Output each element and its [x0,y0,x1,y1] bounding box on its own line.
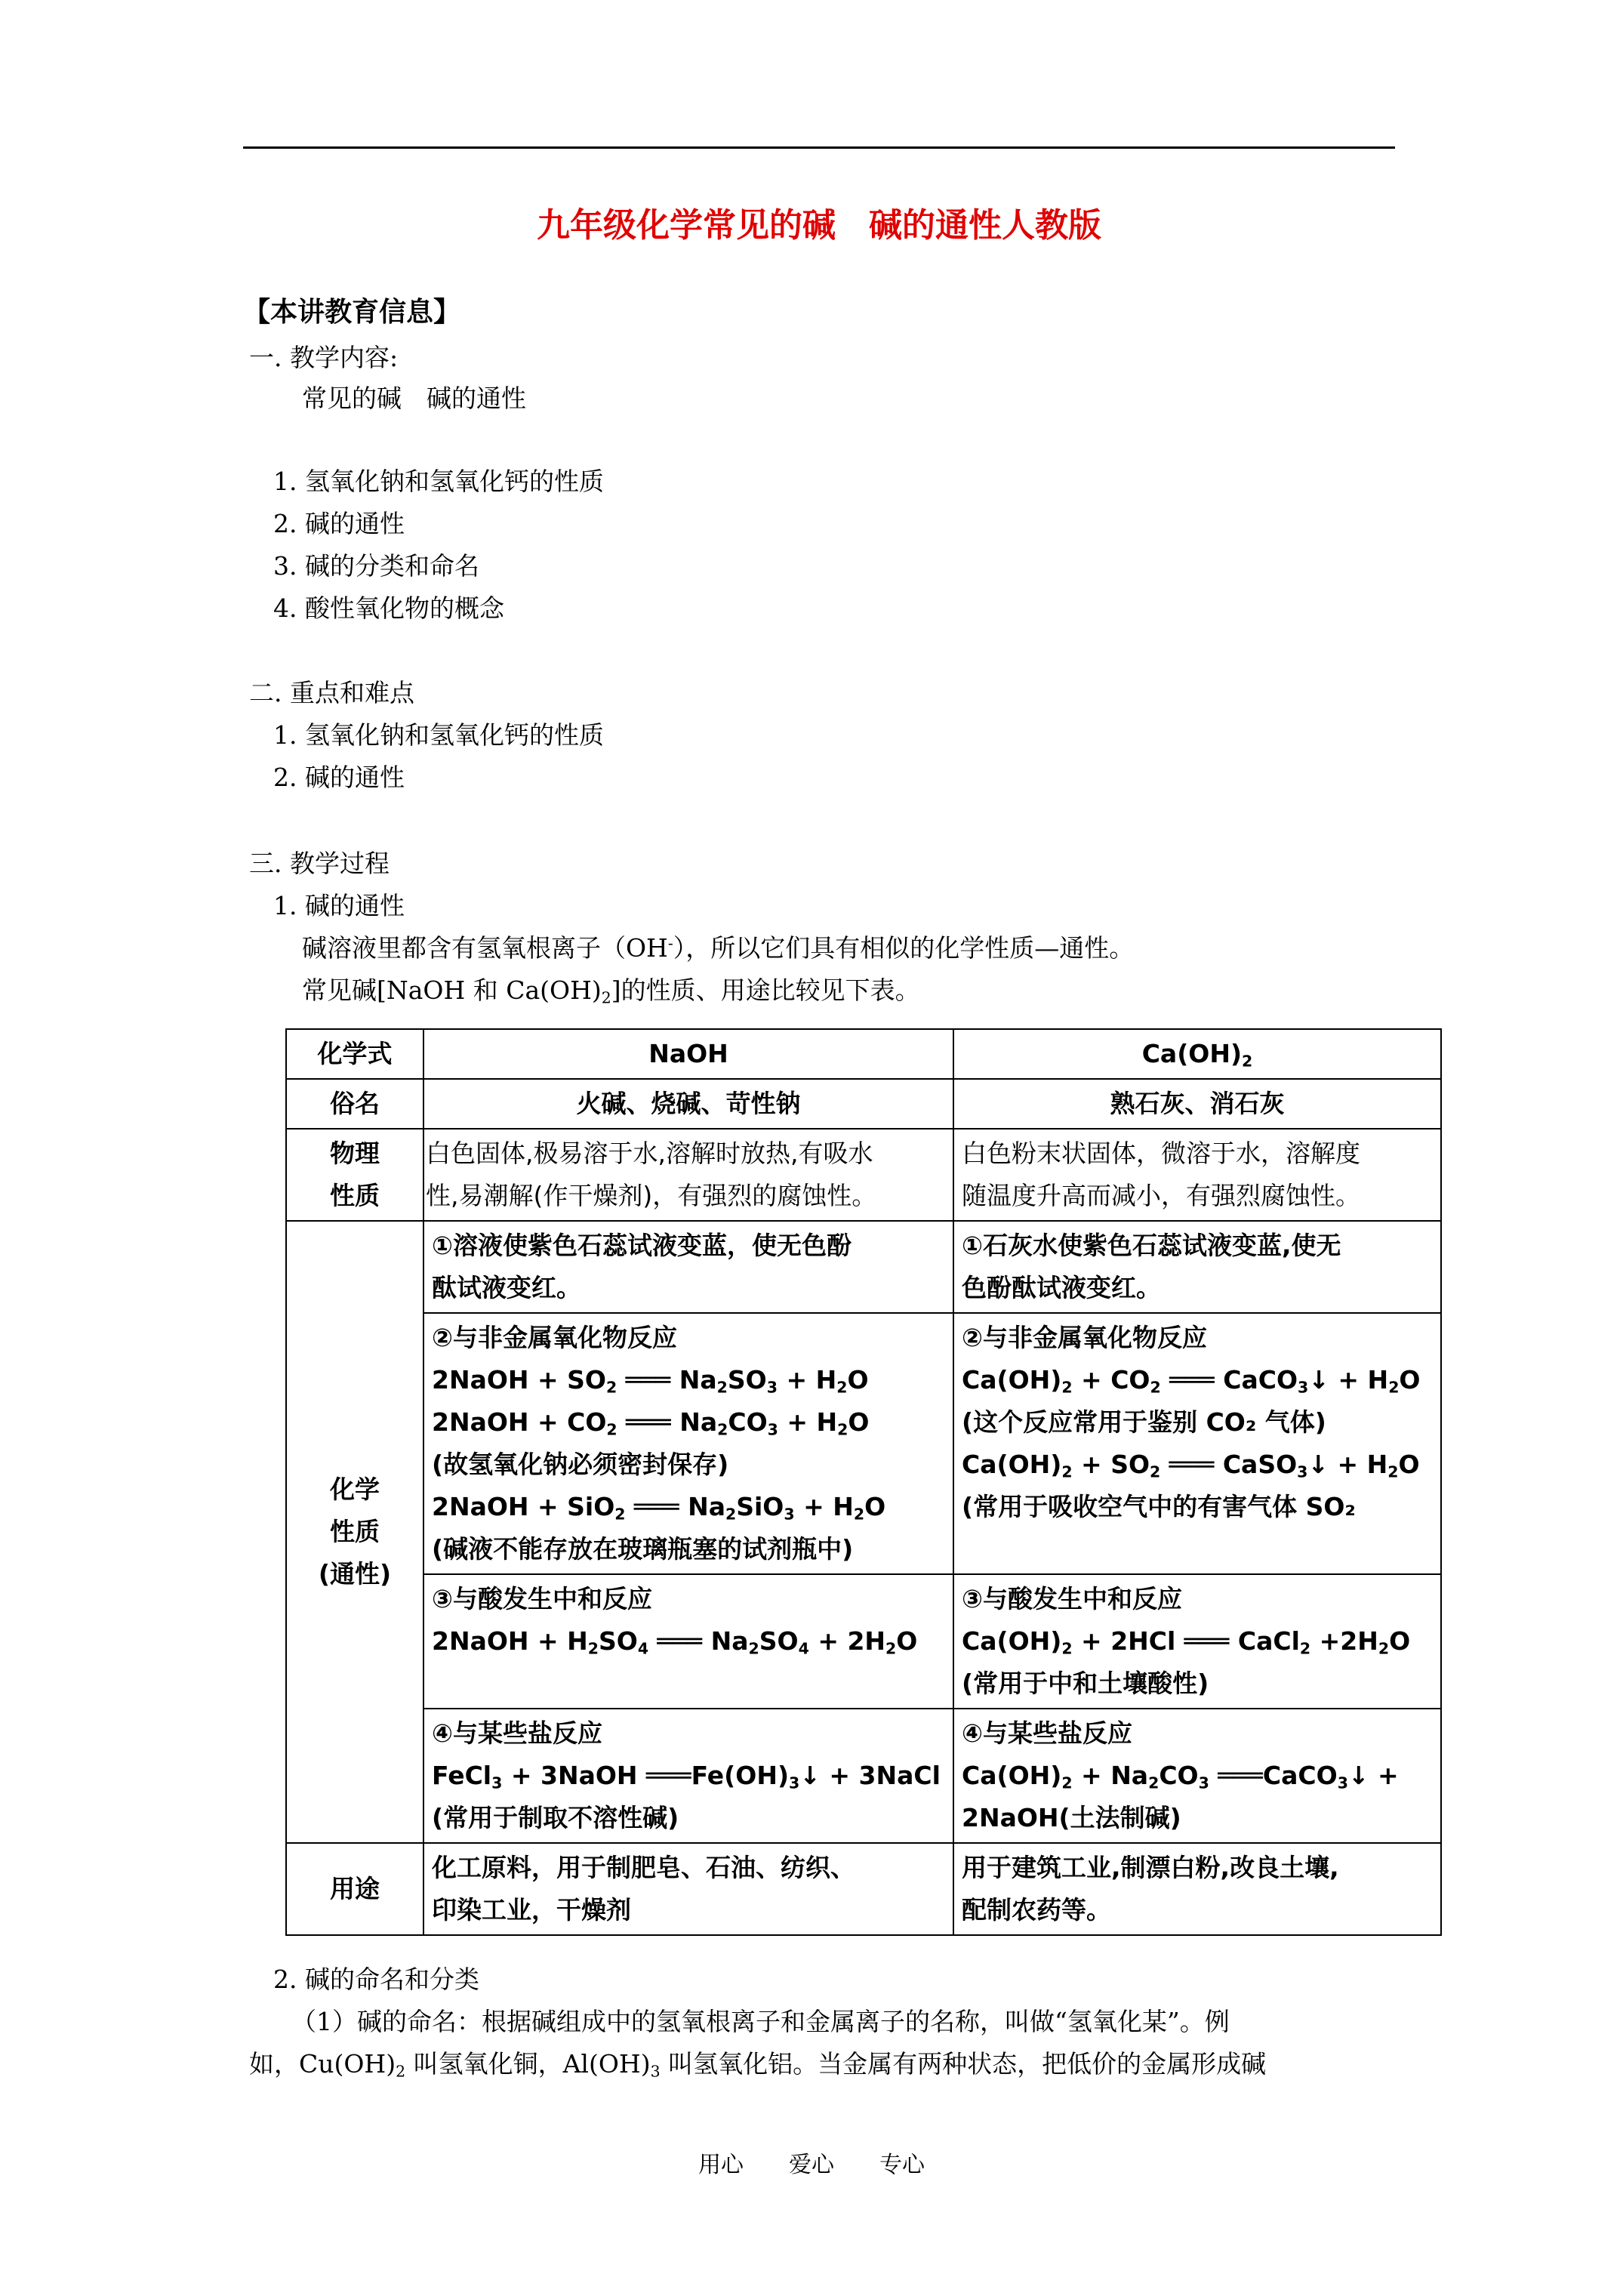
caoh-formula: $Ca(OH)_2$ [953,1029,1441,1079]
table-row [286,1129,1441,1221]
page-footer: 用心 爱心 专心 [698,2152,925,2178]
naoh-physical-properties: 白色固体,极易溶于水,溶解时放热,有吸水 性,易潮解(作干燥剂)，有强烈的腐蚀性。 [423,1129,953,1221]
naoh-chem-salt: ④与某些盐反应 FeCl$_3$ + 3NaOH $═══Fe(OH)_3↓$ + 3NaCl (常用于制取不溶性碱) [423,1709,953,1843]
naming-paragraph-line-1: （1）碱的命名：根据碱组成中的氢氧根离子和金属离子的名称，叫做“氢氧化某”。例 [291,2007,1230,2036]
header-formula: 化学式 [286,1029,423,1079]
caoh-uses: 用于建筑工业,制漂白粉,改良土壤, 配制农药等。 [953,1843,1441,1935]
caoh-chem-neutralization: ③与酸发生中和反应 $Ca(OH)_2 + 2HCl$ ═══ CaCl$_2$ $+2H_2O$ (常用于中和土壤酸性) [953,1574,1441,1709]
equation: $Ca(OH)_2 + 2HCl$ ═══ CaCl$_2$ $+2H_2O$ [962,1626,1411,1658]
part3-paragraph-2: 常见碱[NaOH 和 $Ca(OH)_2$]的性质、用途比较见下表。 [302,975,920,1007]
caoh-common-name: 熟石灰、消石灰 [953,1079,1441,1129]
equation: $Ca(OH)_2 + SO_2$ ═══ CaSO$_3$↓ + $H_2O$ [962,1450,1420,1481]
part4-item-2: 2. 碱的命名和分类 [273,1965,479,1994]
caoh-chem-salt: ④与某些盐反应 $Ca(OH)_2 + Na_2CO_3$ ═══CaCO$_3$↓ + 2NaOH(土法制碱) [953,1709,1441,1843]
naoh-common-name: 火碱、烧碱、苛性钠 [423,1079,953,1129]
part1-item-4: 4. 酸性氧化物的概念 [273,593,504,623]
table-row [286,1313,1441,1574]
equation: $Ca(OH)_2 + Na_2CO_3$ ═══CaCO$_3$↓ + [962,1761,1399,1792]
table-row [286,1221,1441,1313]
naoh-chem-neutralization: ③与酸发生中和反应 2NaOH + $H_2SO_4$ ═══ $Na_2SO_4 + 2H_2O$ [423,1574,953,1709]
table-row [286,1574,1441,1709]
naoh-formula: NaOH [423,1029,953,1079]
caoh-chem-nonmetal-oxide: ②与非金属氧化物反应 $Ca(OH)_2 + CO_2$ ═══ CaCO$_3$↓ + $H_2O$ (这个反应常用于鉴别 CO₂ 气体) $Ca(OH)_2 + SO_2$ ═══ CaSO$_3$↓ + $H_2O$ (常用于吸收空气中的有害气体 SO₂ [953,1313,1441,1574]
section-header: 【本讲教育信息】 [243,297,461,328]
naming-paragraph-line-2: 如，$Cu(OH)_2$ 叫氢氧化铜，$Al(OH)_3$ 叫氢氧化铝。当金属有两种状态，把低价的金属形成碱 [249,2049,1267,2081]
part2-item-2: 2. 碱的通性 [273,763,405,792]
header-rule [243,146,1395,149]
header-physical-properties: 物理 性质 [286,1129,423,1221]
equation: 2NaOH + $CO_2$ ═══ $Na_2CO_3 + H_2O$ [432,1407,870,1439]
header-chemical-properties: 化学 性质 (通性) [286,1221,423,1843]
part3-paragraph-1: 碱溶液里都含有氢氧根离子（OH-），所以它们具有相似的化学性质—通性。 [302,933,1135,963]
part1-item-2: 2. 碱的通性 [273,509,405,538]
part1-heading: 一. 教学内容: [249,343,399,372]
table-row [286,1709,1441,1843]
header-uses: 用途 [286,1843,423,1935]
naoh-uses: 化工原料，用于制肥皂、石油、纺织、 印染工业，干燥剂 [423,1843,953,1935]
part2-heading: 二. 重点和难点 [249,678,414,707]
part1-item-1: 1. 氢氧化钠和氢氧化钙的性质 [273,467,604,496]
caoh-chem-indicator: ①石灰水使紫色石蕊试液变蓝,使无 色酚酞试液变红。 [953,1221,1441,1313]
naoh-chem-indicator: ①溶液使紫色石蕊试液变蓝，使无色酚 酞试液变红。 [423,1221,953,1313]
table-row [286,1079,1441,1129]
part1-subtitle: 常见的碱 碱的通性 [302,384,526,413]
table-row [286,1029,1441,1079]
equation: FeCl$_3$ + 3NaOH $═══Fe(OH)_3↓$ + 3NaCl [432,1761,941,1792]
naoh-chem-nonmetal-oxide: ②与非金属氧化物反应 2NaOH + $SO_2$ ═══ $Na_2SO_3 + H_2O$ 2NaOH + $CO_2$ ═══ $Na_2CO_3 + H_2O$ (故氢氧化钠必须密封保存) 2NaOH + SiO$_2$ ═══ $Na_2SiO_3 + H_2O$ (碱液不能存放在玻璃瓶塞的试剂瓶中) [423,1313,953,1574]
page-title: 九年级化学常见的碱 碱的通性人教版 [537,206,1101,245]
table-row [286,1843,1441,1935]
part1-item-3: 3. 碱的分类和命名 [273,551,479,581]
header-common-name: 俗名 [286,1079,423,1129]
part3-item-1: 1. 碱的通性 [273,891,405,920]
equation: 2NaOH + $H_2SO_4$ ═══ $Na_2SO_4 + 2H_2O$ [432,1626,918,1658]
bases-comparison-table [285,1028,1442,1936]
equation: $Ca(OH)_2 + CO_2$ ═══ CaCO$_3$↓ + $H_2O$ [962,1365,1421,1397]
equation: 2NaOH + SiO$_2$ ═══ $Na_2SiO_3 + H_2O$ [432,1492,886,1524]
part2-item-1: 1. 氢氧化钠和氢氧化钙的性质 [273,720,604,750]
caoh-physical-properties: 白色粉末状固体，微溶于水，溶解度 随温度升高而减小，有强烈腐蚀性。 [953,1129,1441,1221]
part3-heading: 三. 教学过程 [249,849,390,878]
equation: 2NaOH + $SO_2$ ═══ $Na_2SO_3 + H_2O$ [432,1365,869,1397]
